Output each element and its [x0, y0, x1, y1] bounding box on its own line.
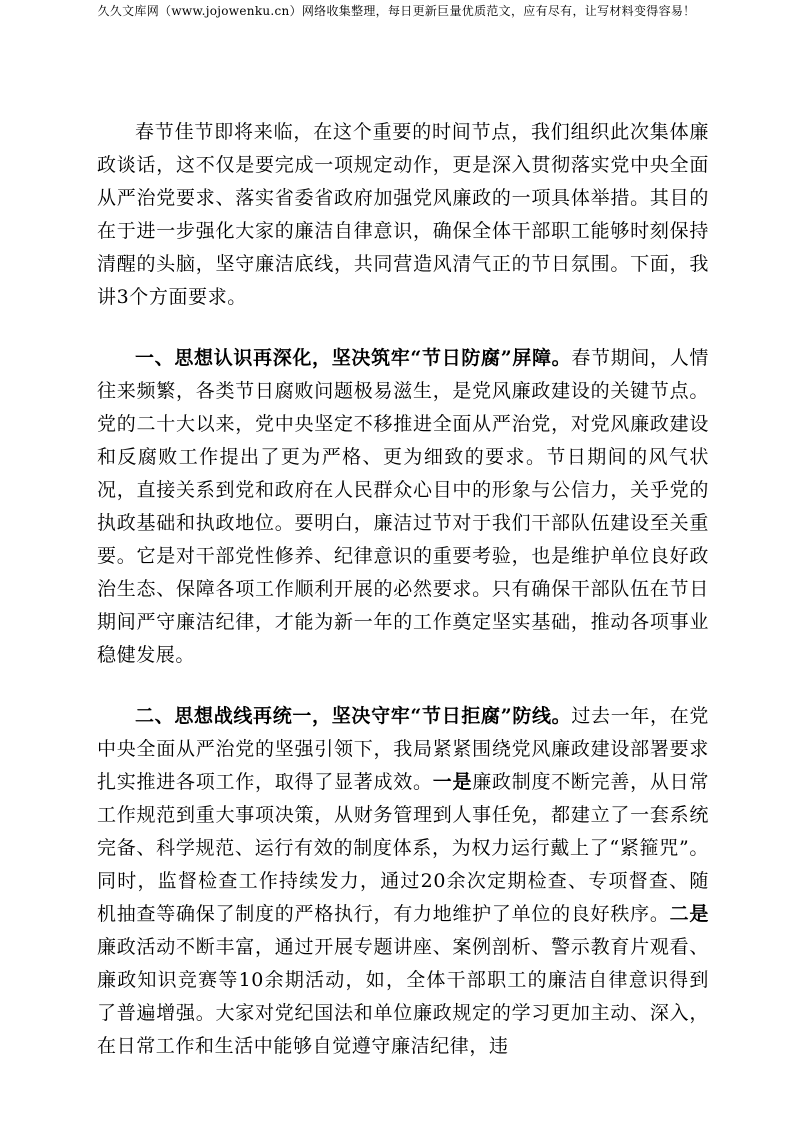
section-2-label-2: 二是 [669, 903, 710, 925]
section-2-text-b: 廉政制度不断完善，从日常工作规范到重大事项决策，从财务管理到人事任免，都建立了一套系统完备、科学规范、运行有效的制度体系，为权力运行戴上了“紧箍咒”。同时，监督检查工作持续发力，通过20余次定期检查、专项督查、随机抽查等确保了制度的严格执行，有力地维护了单位的良好秩序。 [97, 771, 710, 925]
section-2-paragraph [97, 700, 709, 1063]
section-1-heading: 一、思想认识再深化，坚决筑牢“节日防腐”屏障。 [135, 347, 572, 369]
header-note: 久久文库网（www.jojowenku.cn）网络收集整理，每日更新巨量优质范文，应有尽有，让写材料变得容易！ [97, 4, 696, 18]
section-2-heading: 二、思想战线再统一，坚决守牢“节日拒腐”防线。 [135, 705, 572, 727]
section-1-text: 春节期间，人情往来频繁，各类节日腐败问题极易滋生，是党风廉政建设的关键节点。党的二十大以来，党中央坚定不移推进全面从严治党，对党风廉政建设和反腐败工作提出了更为严格、更为细致的要求。节日期间的风气状况，直接关系到党和政府在人民群众心目中的形象与公信力，关乎党的执政基础和执政地位。要明白，廉洁过节对于我们干部队伍建设至关重要。它是对干部党性修养、纪律意识的重要考验，也是维护单位良好政治生态、保障各项工作顺利开展的必然要求。只有确保干部队伍在节日期间严守廉洁纪律，才能为新一年的工作奠定坚实基础，推动各项事业稳健发展。 [97, 347, 709, 666]
section-1-paragraph [97, 342, 709, 672]
document-body [97, 116, 709, 1091]
section-2-text-c: 廉政活动不断丰富，通过开展专题讲座、案例剖析、警示教育片观看、廉政知识竞赛等10余期活动，如，全体干部职工的廉洁自律意识得到了普遍增强。大家对党纪国法和单位廉政规定的学习更加主动、深入，在日常工作和生活中能够自觉遵守廉洁纪律，违 [97, 936, 709, 1057]
intro-paragraph: 春节佳节即将来临，在这个重要的时间节点，我们组织此次集体廉政谈话，这不仅是要完成一项规定动作，更是深入贯彻落实党中央全面从严治党要求、落实省委省政府加强党风廉政的一项具体举措。其目的在于进一步强化大家的廉洁自律意识，确保全体干部职工能够时刻保持清醒的头脑，坚守廉洁底线，共同营造风清气正的节日氛围。下面，我讲3个方面要求。 [97, 121, 709, 308]
section-2-text-a: 过去一年，在党中央全面从严治党的坚强引领下，我局紧紧围绕党风廉政建设部署要求扎实推进各项工作，取得了显著成效。 [97, 705, 709, 793]
section-2-label-1: 一是 [432, 771, 473, 793]
